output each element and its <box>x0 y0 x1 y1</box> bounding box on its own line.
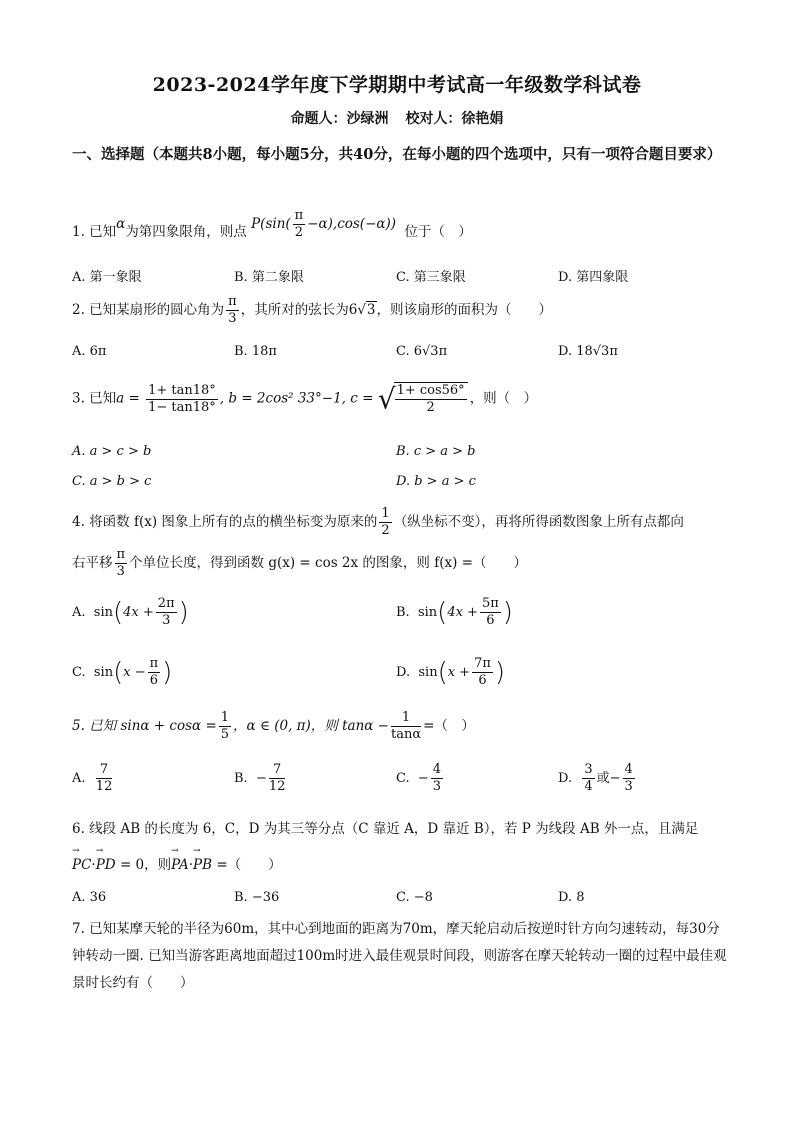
q4-option-b[interactable]: B. sin(4x + $\frac{5\pi}{6}$ ) <box>396 596 513 628</box>
q4-option-b-pre: 4x + <box>447 605 478 620</box>
q4-option-c-label: C. <box>72 665 86 680</box>
question-3: 3. 已知a = $\frac{1+ \tan 18^\circ}{1- \tan 18^\circ}$ , b = 2cos² 33°−1, c = √ $\frac{1+ \cos 56^\circ}{2}$ ，则（ ） <box>72 382 538 416</box>
q2-stem-mid: ，其所对的弦长为6 <box>240 302 358 318</box>
q3-a-den: 1− tan18° <box>148 399 216 415</box>
page-title: 2023-2024学年度下学期期中考试高一年级数学科试卷 <box>152 74 642 96</box>
q4-shift-den: 3 <box>116 564 125 579</box>
q4-option-d-pre: x + <box>447 665 471 680</box>
q6-vec-pb: → PB <box>193 857 212 873</box>
q4-option-a-label: A. <box>72 605 86 620</box>
q4-option-d[interactable]: D. sin(x + $\frac{7\pi}{6}$ ) <box>396 656 506 688</box>
q1-stem-post: 位于（ ） <box>404 224 472 240</box>
proposer: 命题人：沙绿洲 <box>290 111 389 127</box>
q3-options-row1 <box>72 444 732 464</box>
q2-stem-pre: 2. 已知某扇形的圆心角为 <box>72 302 225 318</box>
q4-line2-pre: 右平移 <box>72 555 113 571</box>
q2-option-d[interactable]: D. 18√3π <box>558 344 618 359</box>
q4-shift-num: π <box>116 547 126 562</box>
q6-vec-pd: → PD <box>96 857 116 873</box>
q4-option-c-den: 6 <box>149 673 159 688</box>
q5-option-c-num: 4 <box>432 762 442 777</box>
q5-tan-num: 1 <box>391 710 421 727</box>
q5-option-b-den: 12 <box>268 779 286 794</box>
q5-option-a-num: 7 <box>96 762 113 779</box>
q6-line2-mid: = 0，则 <box>119 857 172 873</box>
q2-option-a[interactable]: A. 6π <box>72 344 107 359</box>
q3-stem-post: ，则（ ） <box>469 390 538 407</box>
q4-line1: 4. 将函数 f(x) 图象上所有的点的横坐标变为原来的 <box>72 514 378 530</box>
q1-pi: π <box>294 208 304 223</box>
q4-option-a[interactable]: A. sin(4x + $\frac{2\pi}{3}$ ) <box>72 596 189 628</box>
q2-option-c[interactable]: C. 6√3π <box>396 344 448 359</box>
q6-option-c[interactable]: C. −8 <box>396 890 433 905</box>
q4-option-d-den: 6 <box>478 673 487 688</box>
q4-option-a-pre: 4x + <box>123 605 154 620</box>
q3-b-part: , b = 2cos² 33°−1, c = <box>219 390 374 407</box>
q5-option-a-label: A. <box>72 771 86 786</box>
q2-options <box>72 344 732 364</box>
q6-line2-post: =（ ） <box>216 857 282 873</box>
q1-stem-pre: 1. 已知 <box>72 224 117 240</box>
q1-stem-mid: 为第四象限角，则点 <box>125 224 247 240</box>
q5-option-b[interactable] <box>234 762 287 795</box>
q2-stem-post: ，则该扇形的面积为（ ） <box>376 302 553 318</box>
q5-option-b-num: 7 <box>269 762 286 779</box>
q5-option-d-label: D. <box>558 771 573 786</box>
question-4-line2 <box>72 547 527 580</box>
q3-a-eq: a = <box>116 390 140 407</box>
q3-option-b[interactable]: B. c > a > b <box>396 444 476 459</box>
q5-option-b-label: B. <box>234 771 248 786</box>
q5-option-d-num2: 4 <box>624 762 633 777</box>
q6-option-a[interactable]: A. 36 <box>72 890 107 905</box>
q6-option-b[interactable]: B. −36 <box>234 890 280 905</box>
q4-option-a-num: 2π <box>157 596 175 611</box>
section-heading: 一、选择题（本题共8小题，每小题5分，共40分，在每小题的四个选项中，只有一项符合题目要求） <box>72 146 722 163</box>
q3-c-num: 1+ cos56° <box>396 383 465 398</box>
q4-option-c[interactable]: C. sin(x − $\frac{\pi}{6}$ ) <box>72 656 173 688</box>
q4-option-b-den: 6 <box>486 613 495 628</box>
q6-vec-pa: → PA <box>171 857 189 873</box>
question-1 <box>72 208 472 249</box>
q1-alpha: α <box>116 216 126 232</box>
q4-line2-post: 个单位长度，得到函数 g(x) = cos 2x 的图象，则 f(x) =（ ） <box>129 555 527 571</box>
q5-option-c-den: 3 <box>432 779 442 794</box>
q5-option-c-sign: − <box>417 771 429 786</box>
question-6-line1: 6. 线段 AB 的长度为 6，C，D 为其三等分点（C 靠近 A，D 靠近 B），若 P 为线段 AB 外一点，且满足 <box>72 821 699 837</box>
q2-three: 3 <box>228 311 237 326</box>
q3-stem-pre: 3. 已知 <box>72 390 117 407</box>
q1-option-a[interactable]: A. 第一象限 <box>72 270 142 285</box>
q1-options <box>72 266 732 286</box>
q5-option-d-den2: 3 <box>624 779 633 794</box>
q4-half-num: 1 <box>381 506 390 521</box>
q4-line1-post: （纵坐标不变），再将所得函数图象上所有点都向 <box>393 514 684 530</box>
q4-option-a-den: 3 <box>162 613 171 628</box>
q5-frac-den: 5 <box>220 727 230 742</box>
q4-option-c-pre: x − <box>123 665 146 680</box>
q5-option-d-num: 3 <box>584 762 593 777</box>
q5-option-c[interactable] <box>396 762 445 795</box>
q3-c-den: 2 <box>426 400 435 415</box>
question-7: 7. 已知某摩天轮的半径为60m，其中心到地面的距离为70m，摩天轮启动后按逆时针方向匀速转动，每30分钟转动一圈. 已知当游客距离地面超过100m时进入最佳观景时间段，则游客在摩天轮转动一圈的过程中最佳观景时长约有（ ） <box>72 921 727 991</box>
q5-option-a[interactable] <box>72 762 114 795</box>
question-2: 2. 已知某扇形的圆心角为 $\frac{\pi}{3}$ ，其所对的弦长为6√3，则该扇形的面积为（ ） <box>72 294 553 326</box>
q3-a-num: 1+ tan18° <box>148 382 216 398</box>
question-5 <box>72 710 475 743</box>
q2-sqrt3: 3 <box>366 302 376 318</box>
checker: 校对人：徐艳娟 <box>405 111 504 127</box>
q5-option-b-sign: − <box>255 771 267 786</box>
q4-option-b-num: 5π <box>481 596 499 611</box>
q1-point <box>251 208 400 240</box>
q5-option-d[interactable] <box>558 762 637 795</box>
q1-option-b[interactable]: B. 第二象限 <box>234 270 304 285</box>
q1-two: 2 <box>294 225 304 240</box>
q1-option-c[interactable]: C. 第三象限 <box>396 270 466 285</box>
q4-option-b-label: B. <box>396 605 410 620</box>
q6-options <box>72 890 732 910</box>
question-6-line2: → PC·→ PD = 0，则→ PA·→ PB =（ ） <box>72 853 282 873</box>
q3-option-c[interactable]: C. a > b > c <box>72 474 152 489</box>
q5-tan-den: tanα <box>390 727 422 742</box>
authors-line <box>0 108 794 128</box>
q4-options-row1 <box>72 596 732 630</box>
q3-options-row2 <box>72 474 732 494</box>
q3-option-a[interactable]: A. a > c > b <box>72 444 152 459</box>
q5-option-d-den: 4 <box>584 779 593 794</box>
q6-option-d[interactable]: D. 8 <box>558 890 585 905</box>
q5-options <box>72 762 732 798</box>
q5-frac-num: 1 <box>220 710 230 725</box>
q2-option-b[interactable]: B. 18π <box>234 344 277 359</box>
q1-option-d[interactable]: D. 第四象限 <box>558 270 629 285</box>
q5-option-c-label: C. <box>396 771 410 786</box>
q4-options-row2 <box>72 656 732 690</box>
q1-point-pre: P(sin( <box>251 216 291 232</box>
q2-pi: π <box>228 294 237 309</box>
question-4-line1 <box>72 506 684 539</box>
q5-stem-mid: ，α ∈ (0, π)，则 tanα − <box>233 718 389 734</box>
q6-vec-pc: → PC <box>72 857 91 873</box>
q4-option-c-num: π <box>149 656 159 671</box>
q5-option-a-den: 12 <box>95 779 113 794</box>
q3-option-d[interactable]: D. b > a > c <box>396 474 476 489</box>
q4-option-d-label: D. <box>396 665 411 680</box>
q5-option-d-or: 或− <box>596 771 621 786</box>
q1-point-post: −α),cos(−α)) <box>307 216 397 232</box>
q5-stem-pre: 5. 已知 sinα + cosα = <box>72 718 217 734</box>
q5-stem-post: =（ ） <box>423 718 475 734</box>
q4-half-den: 2 <box>381 523 390 538</box>
q4-option-d-num: 7π <box>474 656 491 671</box>
